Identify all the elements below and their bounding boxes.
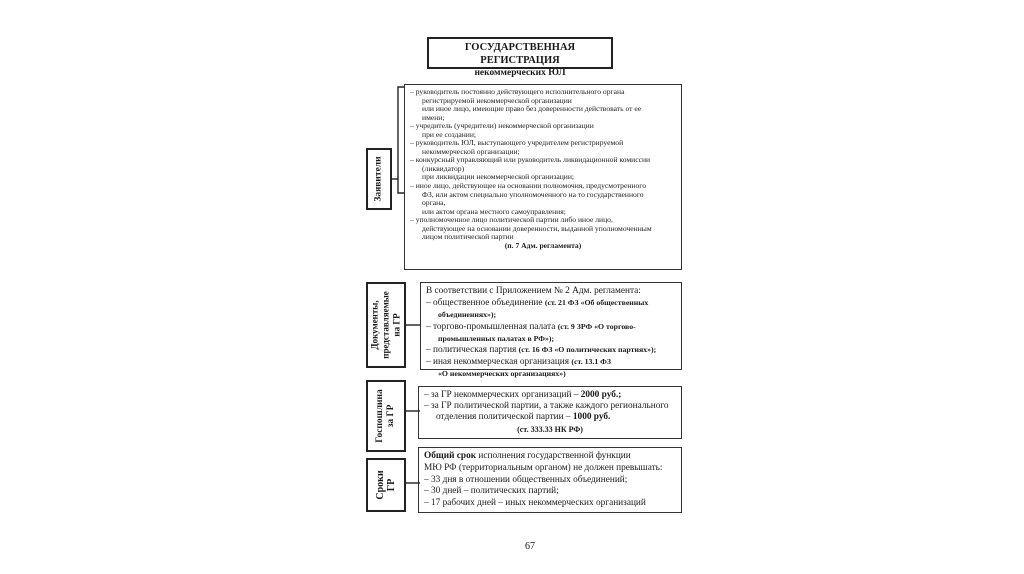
documents-label-line-3: на ГР (391, 313, 402, 337)
applicants-line: – иное лицо, действующее на основании полномочия, предусмотренного (410, 181, 646, 191)
applicants-ref: (п. 7 Адм. регламента) (504, 240, 582, 250)
applicants-line: при ее создании; (422, 129, 477, 139)
documents-box (420, 282, 682, 379)
documents-item (426, 356, 676, 368)
fee-label-line-1: Госпошлина (375, 389, 385, 443)
documents-item-ref: объединениях»); (438, 310, 497, 320)
documents-item (426, 297, 676, 309)
terms-bold: Общий срок (424, 451, 477, 461)
terms-box (418, 447, 682, 513)
documents-label-text (370, 291, 403, 358)
documents-item-ref: промышленных палатах в РФ»); (438, 333, 555, 343)
documents-item (426, 321, 676, 333)
title-line-2: некоммерческих ЮЛ (474, 68, 566, 78)
documents-label (366, 282, 406, 368)
documents-item-text: – политическая партия (426, 345, 517, 356)
terms-line: – 17 рабочих дней – иных некоммерческих организаций (424, 498, 646, 509)
applicants-line: лицом политической партии (422, 232, 514, 242)
title-line-1: ГОСУДАРСТВЕННАЯ РЕГИСТРАЦИЯ (464, 42, 576, 66)
fee-line-text: – за ГР некоммерческих организаций – (424, 390, 579, 400)
terms-line-text: исполнения государственной функции (478, 451, 631, 461)
applicants-line: ФЗ, или актом специально уполномоченного на то государственного (422, 189, 644, 199)
fee-amount: 1000 руб. (572, 412, 611, 423)
terms-label-line-1: Сроки (375, 470, 386, 500)
applicants-line: или иное лицо, имеющие право без доверенности действовать от ее (422, 104, 642, 114)
applicants-line: – руководитель ЮЛ, выступающего учредителем регистрируемой (410, 138, 624, 148)
applicants-line: – уполномоченное лицо политической партии либо иное лицо, (410, 215, 613, 225)
documents-item (426, 344, 676, 356)
applicants-line: – руководитель постоянно действующего исполнительного органа (410, 87, 625, 96)
applicants-line: (ликвидатор) (422, 163, 465, 173)
documents-intro: В соответствии с Приложением № 2 Адм. регламента: (426, 286, 641, 296)
documents-label-line-1: Документы, (369, 300, 380, 350)
fee-line: – за ГР политической партии, а также каждого регионального (424, 401, 669, 412)
documents-item-ref: (ст. 13.1 ФЗ (571, 357, 611, 367)
applicants-line: или актом органа местного самоуправления; (422, 206, 566, 216)
applicants-label-text: Заявители (373, 156, 384, 202)
fee-label-text (375, 389, 397, 442)
applicants-line: органа, (422, 198, 446, 208)
terms-line: – 33 дня в отношении общественных объединений; (424, 474, 628, 485)
fee-amount: 2000 руб.; (580, 390, 622, 400)
applicants-line: – конкурсный управляющий или руководитель ликвидационной комиссии (410, 155, 651, 165)
applicants-line: регистрируемой некоммерческой организации (422, 95, 572, 105)
documents-item-text: – общественное объединение (426, 298, 543, 309)
documents-label-line-2: представляемые (380, 291, 391, 359)
fee-label (366, 380, 406, 452)
terms-line (424, 451, 676, 463)
terms-line: МЮ РФ (территориальным органом) не должен превышать: (424, 462, 663, 473)
fee-label-line-2: за ГР (386, 404, 396, 428)
terms-label-line-2: ГР (386, 478, 397, 492)
terms-line: – 30 дней – политических партий; (424, 486, 559, 497)
applicants-line: некоммерческой организации; (422, 146, 520, 156)
applicants-box (404, 84, 682, 270)
documents-item-text: – иная некоммерческая организация (426, 357, 570, 368)
applicants-line: имени; (422, 112, 445, 122)
terms-label-text (375, 470, 397, 499)
documents-item-ref: «О некоммерческих организациях») (438, 369, 566, 379)
applicants-label (366, 148, 392, 210)
documents-item-ref: (ст. 16 ФЗ «О политических партиях»); (518, 345, 657, 355)
fee-box (418, 386, 682, 439)
fee-line (424, 390, 676, 401)
fee-ref: (ст. 333.33 НК РФ) (517, 424, 583, 434)
documents-item-ref: (ст. 21 ФЗ «Об общественных (544, 298, 649, 308)
page-title (427, 37, 613, 78)
applicants-line: – учредитель (учредители) некоммерческой организации (410, 121, 594, 131)
applicants-line: при ликвидации некоммерческой организации; (422, 172, 575, 182)
page-number: 67 (525, 541, 535, 552)
fee-line-text: отделения политической партии – (436, 412, 571, 423)
documents-item-text: – торгово-промышленная палата (426, 321, 556, 332)
applicants-line: действующее на основании доверенности, выданной уполномоченным (422, 223, 652, 233)
terms-label (366, 458, 406, 512)
documents-item-ref: (ст. 9 ЗРФ «О торгово- (557, 321, 636, 331)
documents-arrow (406, 319, 420, 331)
fee-line (424, 412, 676, 423)
